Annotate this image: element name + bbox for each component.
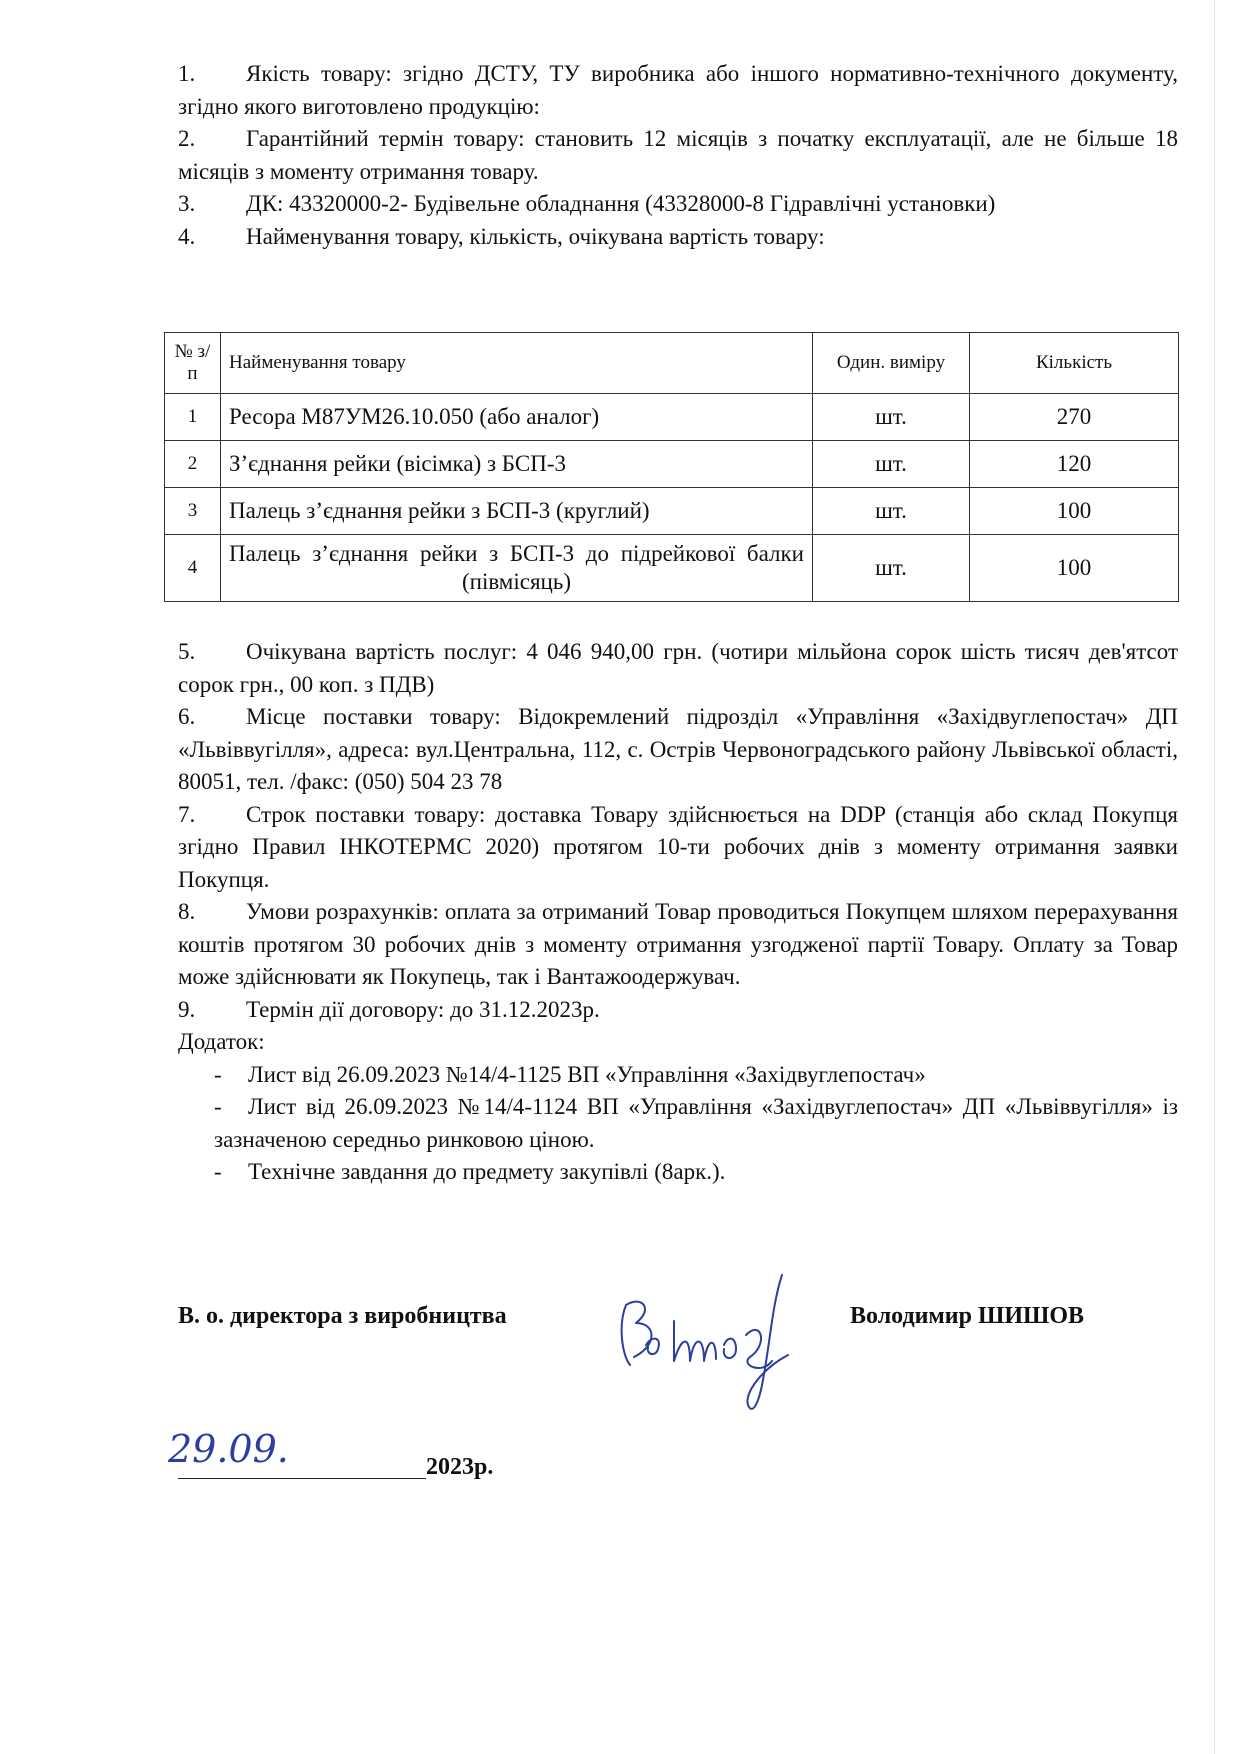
attachment-item	[178, 1091, 1178, 1156]
handwritten-signature	[612, 1265, 862, 1425]
cell-number: 4	[165, 535, 221, 602]
attachment-text: Технічне завдання до предмету закупівлі (8арк.).	[248, 1159, 726, 1184]
item-number: 1.	[178, 61, 196, 86]
signatory-name: Володимир ШИШОВ	[850, 1303, 1085, 1329]
item-number: 9.	[178, 996, 196, 1022]
cell-unit: шт.	[813, 441, 970, 488]
item-text: Найменування товару, кількість, очікувана вартість товару:	[246, 223, 825, 249]
header-number: № з/п	[165, 333, 221, 394]
signatory-title: В. о. директора з виробництва	[178, 1303, 507, 1329]
cell-name: Палець з’єднання рейки з БСП-3 до підрейкової балки (півмісяць)	[221, 535, 813, 602]
dash-marker: -	[214, 1094, 222, 1119]
list-item-1	[178, 58, 1178, 123]
item-text: Умови розрахунків: оплата за отриманий Товар проводиться Покупцем шляхом перерахування коштів протягом 30 робочих днів з моменту отримання узгодженої партії Товару. Оплату за Товар може здійснювати як Покупець, так і Вантажоодержувач.	[178, 899, 1178, 989]
list-item-5	[178, 636, 1178, 701]
attachment-item	[178, 1156, 1178, 1189]
attachment-text: Лист від 26.09.2023 №14/4-1124 ВП «Управління «Західвуглепостач» ДП «Львіввугілля» із зазначеною середньо ринковою ціною.	[214, 1094, 1178, 1152]
item-text: Очікувана вартість послуг: 4 046 940,00 грн. (чотири мільйона сорок шість тисяч дев'ятсот сорок грн., 00 коп. з ПДВ)	[178, 639, 1178, 697]
cell-quantity: 270	[970, 394, 1179, 441]
cell-number: 1	[165, 394, 221, 441]
item-number: 5.	[178, 639, 196, 664]
item-text: Гарантійний термін товару: становить 12 місяців з початку експлуатації, але не більше 18 місяців з моменту отримання товару.	[178, 126, 1178, 184]
list-item-6	[178, 701, 1178, 799]
item-text: Строк поставки товару: доставка Товару здійснюється на DDP (станція або склад Покупця згідно Правил ІНКОТЕРМС 2020) протягом 10-ти робочих днів з моменту отримання заявки Покупця.	[178, 801, 1178, 892]
cell-unit: шт.	[813, 488, 970, 535]
header-quantity: Кількість	[970, 333, 1179, 394]
cell-quantity: 120	[970, 441, 1179, 488]
list-item-9	[178, 994, 1178, 1027]
handwritten-date-text: 29.09.	[168, 1427, 289, 1471]
table-row	[165, 441, 1179, 488]
item-text: ДК: 43320000-2- Будівельне обладнання (43328000-8 Гідравлічні установки)	[246, 191, 996, 216]
handwritten-date	[168, 1410, 318, 1480]
document-body-continued	[178, 636, 1178, 1189]
cell-number: 2	[165, 441, 221, 488]
document-body	[178, 58, 1178, 253]
item-number: 8.	[178, 899, 196, 924]
header-unit: Один. виміру	[813, 333, 970, 394]
item-number: 3.	[178, 191, 196, 216]
attachment-text: Лист від 26.09.2023 №14/4-1125 ВП «Управління «Західвуглепостач»	[248, 1061, 926, 1087]
table-row	[165, 488, 1179, 535]
cell-unit: шт.	[813, 394, 970, 441]
list-item-8	[178, 896, 1178, 994]
attachment-item	[178, 1059, 1178, 1092]
table-header-row	[165, 333, 1179, 394]
dash-marker: -	[214, 1159, 222, 1184]
header-name: Найменування товару	[221, 333, 813, 394]
list-item-3	[178, 188, 1178, 221]
item-text: Якість товару: згідно ДСТУ, ТУ виробника або іншого нормативно-технічного документу, згідно якого виготовлено продукцію:	[178, 61, 1178, 119]
table-row	[165, 535, 1179, 602]
cell-name: Ресора М87УМ26.10.050 (або аналог)	[221, 394, 813, 441]
item-text: Термін дії договору: до 31.12.2023р.	[246, 996, 600, 1022]
list-item-7	[178, 799, 1178, 897]
dash-marker: -	[214, 1061, 222, 1087]
list-item-4	[178, 221, 1178, 254]
item-number: 2.	[178, 126, 196, 151]
table-row	[165, 394, 1179, 441]
item-number: 7.	[178, 801, 196, 827]
cell-quantity: 100	[970, 535, 1179, 602]
cell-name: З’єднання рейки (вісімка) з БСП-3	[221, 441, 813, 488]
page-edge-line	[1214, 0, 1215, 1754]
date-year: 2023р.	[426, 1454, 494, 1480]
item-number: 4.	[178, 223, 196, 249]
cell-unit: шт.	[813, 535, 970, 602]
list-item-2	[178, 123, 1178, 188]
cell-number: 3	[165, 488, 221, 535]
cell-quantity: 100	[970, 488, 1179, 535]
item-number: 6.	[178, 704, 196, 729]
date-underline	[178, 1478, 426, 1479]
goods-table	[164, 332, 1179, 602]
item-text: Місце поставки товару: Відокремлений підрозділ «Управління «Західвуглепостач» ДП «Львіввугілля», адреса: вул.Центральна, 112, с. Острів Червоноградського району Львівської області, 80051, тел. /факс: (050) 504 23 78	[178, 704, 1178, 794]
cell-name: Палець з’єднання рейки з БСП-3 (круглий)	[221, 488, 813, 535]
attachments-label: Додаток:	[178, 1029, 265, 1054]
